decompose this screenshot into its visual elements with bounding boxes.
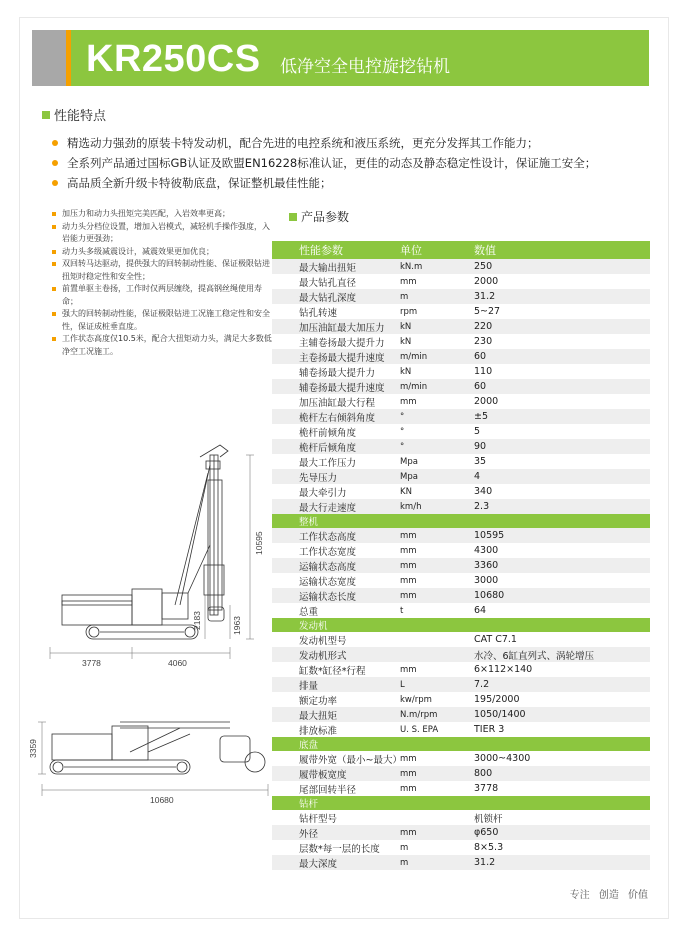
spec-row xyxy=(272,677,650,692)
spec-unit: mm xyxy=(400,783,417,794)
orange-square-icon xyxy=(52,312,56,316)
spec-unit: N.m/rpm xyxy=(400,709,438,720)
spec-row xyxy=(272,603,650,618)
spec-unit: mm xyxy=(400,768,417,779)
spec-param: 发动机型号 xyxy=(299,635,347,647)
spec-unit: kw/rpm xyxy=(400,694,432,705)
spec-unit: mm xyxy=(400,664,417,675)
spec-param: 运输状态高度 xyxy=(299,561,357,573)
feature-item xyxy=(52,153,652,173)
spec-row xyxy=(272,558,650,573)
spec-group-label: 整机 xyxy=(299,517,319,528)
spec-value: 60 xyxy=(474,351,487,362)
spec-heading-label: 产品参数 xyxy=(301,210,350,224)
left-point-item xyxy=(52,308,272,333)
spec-value: 水冷、6缸直列式、涡轮增压 xyxy=(474,650,595,662)
spec-unit: mm xyxy=(400,575,417,586)
features-heading xyxy=(42,105,106,124)
spec-value: 5~27 xyxy=(474,306,501,317)
feature-text: 全系列产品通过国标GB认证及欧盟EN16228标准认证，更佳的动态及静态稳定性设计，保证施工安全； xyxy=(67,156,597,170)
spec-param: 履带板宽度 xyxy=(299,769,347,781)
spec-row xyxy=(272,543,650,558)
spec-value: 340 xyxy=(474,486,493,497)
spec-unit: mm xyxy=(400,590,417,601)
spec-group-label: 钻杆 xyxy=(299,799,319,810)
spec-row xyxy=(272,766,650,781)
spec-value: ±5 xyxy=(474,411,489,422)
spec-value: 4 xyxy=(474,471,481,482)
transport-state-drawing xyxy=(30,712,275,812)
left-point-text: 前置单驱主卷扬，工作时仅两层缠绕，提高钢丝绳使用寿命； xyxy=(62,284,262,306)
spec-value: 3000 xyxy=(474,575,499,586)
spec-param: 桅杆左右倾斜角度 xyxy=(299,412,376,424)
features-list xyxy=(52,133,652,193)
left-point-text: 工作状态高度仅10.5米，配合大扭矩动力头，满足大多数低净空工况施工。 xyxy=(62,334,272,356)
left-point-item xyxy=(52,333,272,358)
spec-unit: m xyxy=(400,842,409,853)
spec-param: 发动机形式 xyxy=(299,650,347,662)
spec-row xyxy=(272,647,650,662)
col-header-param: 性能参数 xyxy=(299,244,343,257)
spec-unit: m/min xyxy=(400,351,428,362)
spec-param: 钻孔转速 xyxy=(299,307,338,319)
dim-3778: 3778 xyxy=(82,658,101,668)
dim-10595: 10595 xyxy=(254,531,264,555)
spec-param: 最大工作压力 xyxy=(299,457,357,469)
spec-value: 3778 xyxy=(474,783,499,794)
spec-group-row xyxy=(272,514,650,528)
spec-row xyxy=(272,454,650,469)
spec-row xyxy=(272,409,650,424)
spec-row xyxy=(272,379,650,394)
feature-item xyxy=(52,133,652,153)
spec-row xyxy=(272,825,650,840)
spec-param: 总重 xyxy=(299,606,319,618)
spec-row xyxy=(272,304,650,319)
spec-param: 工作状态宽度 xyxy=(299,546,357,558)
spec-param: 先导压力 xyxy=(299,472,338,484)
spec-unit: m xyxy=(400,291,409,302)
spec-param: 运输状态宽度 xyxy=(299,576,357,588)
spec-unit: Mpa xyxy=(400,471,418,482)
left-point-text: 动力头多级减震设计，减震效果更加优良； xyxy=(62,246,214,256)
spec-row xyxy=(272,289,650,304)
spec-unit: kN xyxy=(400,366,412,377)
left-point-item xyxy=(52,258,272,283)
spec-param: 辅卷扬最大提升速度 xyxy=(299,382,385,394)
square-bullet-icon xyxy=(289,213,297,221)
spec-row xyxy=(272,439,650,454)
header-grey-block xyxy=(32,30,66,86)
spec-param: 桅杆前倾角度 xyxy=(299,427,357,439)
spec-param: 主卷扬最大提升速度 xyxy=(299,352,385,364)
spec-unit: L xyxy=(400,679,405,690)
spec-group-label: 底盘 xyxy=(299,740,319,751)
left-point-text: 双回转马达驱动，提供强大的回转制动性能、保证极限钻进扭矩时稳定性和安全性； xyxy=(62,259,270,281)
spec-unit: kN xyxy=(400,336,412,347)
spec-value: 6×112×140 xyxy=(474,664,533,675)
spec-param: 最大行走速度 xyxy=(299,502,357,514)
spec-value: 机锁杆 xyxy=(474,813,503,825)
spec-value: 4300 xyxy=(474,545,499,556)
spec-row xyxy=(272,364,650,379)
spec-value: 110 xyxy=(474,366,493,377)
col-header-unit: 单位 xyxy=(400,244,422,257)
left-point-item xyxy=(52,208,272,221)
spec-unit: mm xyxy=(400,545,417,556)
feature-text: 高品质全新升级卡特彼勒底盘，保证整机最佳性能； xyxy=(67,176,332,190)
spec-param: 外径 xyxy=(299,828,319,840)
orange-square-icon xyxy=(52,262,56,266)
spec-row xyxy=(272,484,650,499)
spec-unit: ° xyxy=(400,441,405,452)
spec-value: 800 xyxy=(474,768,493,779)
spec-value: CAT C7.1 xyxy=(474,634,517,645)
spec-unit: mm xyxy=(400,560,417,571)
spec-value: 35 xyxy=(474,456,487,467)
orange-square-icon xyxy=(52,250,56,254)
spec-row xyxy=(272,499,650,514)
spec-param: 加压油缸最大加压力 xyxy=(299,322,385,334)
spec-unit: U. S. EPA xyxy=(400,724,439,735)
spec-value: 10680 xyxy=(474,590,505,601)
spec-row xyxy=(272,394,650,409)
feature-item xyxy=(52,173,652,193)
spec-unit: m xyxy=(400,857,409,868)
left-point-item xyxy=(52,246,272,259)
spec-row xyxy=(272,588,650,603)
spec-header-row xyxy=(272,241,650,259)
spec-param: 缸数*缸径*行程 xyxy=(299,665,366,677)
spec-value: φ650 xyxy=(474,827,499,838)
spec-unit: km/h xyxy=(400,501,422,512)
spec-unit: kN xyxy=(400,321,412,332)
spec-row xyxy=(272,274,650,289)
spec-row xyxy=(272,840,650,855)
orange-dot-icon xyxy=(52,160,58,166)
spec-param: 最大钻孔直径 xyxy=(299,277,357,289)
spec-param: 钻杆型号 xyxy=(299,813,338,825)
spec-value: 7.2 xyxy=(474,679,490,690)
spec-value: 5 xyxy=(474,426,481,437)
spec-unit: KN xyxy=(400,486,412,497)
features-heading-label: 性能特点 xyxy=(54,109,107,124)
model-subtitle: 低净空全电控旋挖钻机 xyxy=(280,57,450,77)
footer-slogan: 专注 创造 价值 xyxy=(569,890,648,901)
spec-unit: ° xyxy=(400,426,405,437)
orange-dot-icon xyxy=(52,140,58,146)
spec-row xyxy=(272,855,650,870)
spec-unit: mm xyxy=(400,276,417,287)
spec-row xyxy=(272,751,650,766)
spec-param: 辅卷扬最大提升力 xyxy=(299,367,376,379)
orange-dot-icon xyxy=(52,180,58,186)
spec-unit: mm xyxy=(400,827,417,838)
spec-value: 230 xyxy=(474,336,493,347)
spec-row xyxy=(272,528,650,543)
spec-param: 主辅卷扬最大提升力 xyxy=(299,337,385,349)
spec-param: 桅杆后倾角度 xyxy=(299,442,357,454)
spec-row xyxy=(272,319,650,334)
spec-group-label: 发动机 xyxy=(299,621,328,632)
left-point-item xyxy=(52,283,272,308)
orange-square-icon xyxy=(52,212,56,216)
spec-row xyxy=(272,662,650,677)
orange-square-icon xyxy=(52,337,56,341)
spec-row xyxy=(272,259,650,274)
spec-param: 最大牵引力 xyxy=(299,487,347,499)
spec-param: 加压油缸最大行程 xyxy=(299,397,376,409)
left-point-text: 强大的回转制动性能，保证极限钻进工况施工稳定性和安全性，保证成桩垂直度。 xyxy=(62,309,270,331)
spec-unit: rpm xyxy=(400,306,418,317)
spec-param: 运输状态长度 xyxy=(299,591,357,603)
dim-10680: 10680 xyxy=(150,795,174,805)
spec-unit: m/min xyxy=(400,381,428,392)
spec-row xyxy=(272,334,650,349)
orange-square-icon xyxy=(52,287,56,291)
spec-param: 工作状态高度 xyxy=(299,531,357,543)
spec-row xyxy=(272,573,650,588)
spec-row xyxy=(272,692,650,707)
spec-param: 最大钻孔深度 xyxy=(299,292,357,304)
spec-group-row xyxy=(272,737,650,751)
left-points-list xyxy=(52,208,272,358)
col-header-value: 数值 xyxy=(474,244,496,257)
spec-unit: ° xyxy=(400,411,405,422)
spec-unit: mm xyxy=(400,530,417,541)
spec-value: 2000 xyxy=(474,396,499,407)
left-point-text: 动力头分档位设置，增加入岩模式，减轻机手操作强度，入岩能力更强劲； xyxy=(62,221,270,243)
spec-unit: t xyxy=(400,605,404,616)
spec-value: 10595 xyxy=(474,530,505,541)
spec-value: 64 xyxy=(474,605,487,616)
spec-value: 3360 xyxy=(474,560,499,571)
spec-value: 2000 xyxy=(474,276,499,287)
spec-group-row xyxy=(272,618,650,632)
spec-table xyxy=(272,241,650,870)
spec-row xyxy=(272,469,650,484)
spec-row xyxy=(272,781,650,796)
spec-unit: mm xyxy=(400,753,417,764)
spec-row xyxy=(272,707,650,722)
spec-heading xyxy=(289,208,349,225)
spec-value: 31.2 xyxy=(474,857,496,868)
spec-param: 最大深度 xyxy=(299,858,338,870)
spec-value: 250 xyxy=(474,261,493,272)
left-point-item xyxy=(52,221,272,246)
spec-value: 31.2 xyxy=(474,291,496,302)
spec-unit: Mpa xyxy=(400,456,418,467)
spec-param: 尾部回转半径 xyxy=(299,784,357,796)
spec-param: 排量 xyxy=(299,680,319,692)
spec-value: 2.3 xyxy=(474,501,490,512)
orange-square-icon xyxy=(52,225,56,229)
dim-1963: 1963 xyxy=(232,616,242,635)
spec-param: 层数*每一层的长度 xyxy=(299,843,380,855)
spec-param: 最大扭矩 xyxy=(299,710,338,722)
dim-3359: 3359 xyxy=(28,739,38,758)
feature-text: 精选动力强劲的原装卡特发动机，配合先进的电控系统和液压系统，更充分发挥其工作能力； xyxy=(67,136,539,150)
spec-value: 195/2000 xyxy=(474,694,520,705)
spec-unit: kN.m xyxy=(400,261,423,272)
spec-param: 额定功率 xyxy=(299,695,338,707)
working-state-drawing xyxy=(50,425,275,675)
spec-value: 8×5.3 xyxy=(474,842,504,853)
spec-value: TIER 3 xyxy=(474,724,505,735)
spec-param: 排放标准 xyxy=(299,725,338,737)
spec-unit: mm xyxy=(400,396,417,407)
spec-value: 220 xyxy=(474,321,493,332)
dim-2183: 2183 xyxy=(192,611,202,630)
square-bullet-icon xyxy=(42,111,50,119)
spec-value: 3000~4300 xyxy=(474,753,531,764)
spec-row xyxy=(272,810,650,825)
model-title: KR250CS xyxy=(86,38,261,80)
spec-value: 1050/1400 xyxy=(474,709,526,720)
spec-row xyxy=(272,349,650,364)
spec-row xyxy=(272,722,650,737)
left-point-text: 加压力和动力头扭矩完美匹配，入岩效率更高； xyxy=(62,209,230,218)
spec-row xyxy=(272,424,650,439)
spec-row xyxy=(272,632,650,647)
spec-param: 最大输出扭矩 xyxy=(299,262,357,274)
dim-4060: 4060 xyxy=(168,658,187,668)
spec-value: 60 xyxy=(474,381,487,392)
spec-value: 90 xyxy=(474,441,487,452)
spec-param: 履带外宽（最小~最大） xyxy=(299,754,402,766)
spec-group-row xyxy=(272,796,650,810)
